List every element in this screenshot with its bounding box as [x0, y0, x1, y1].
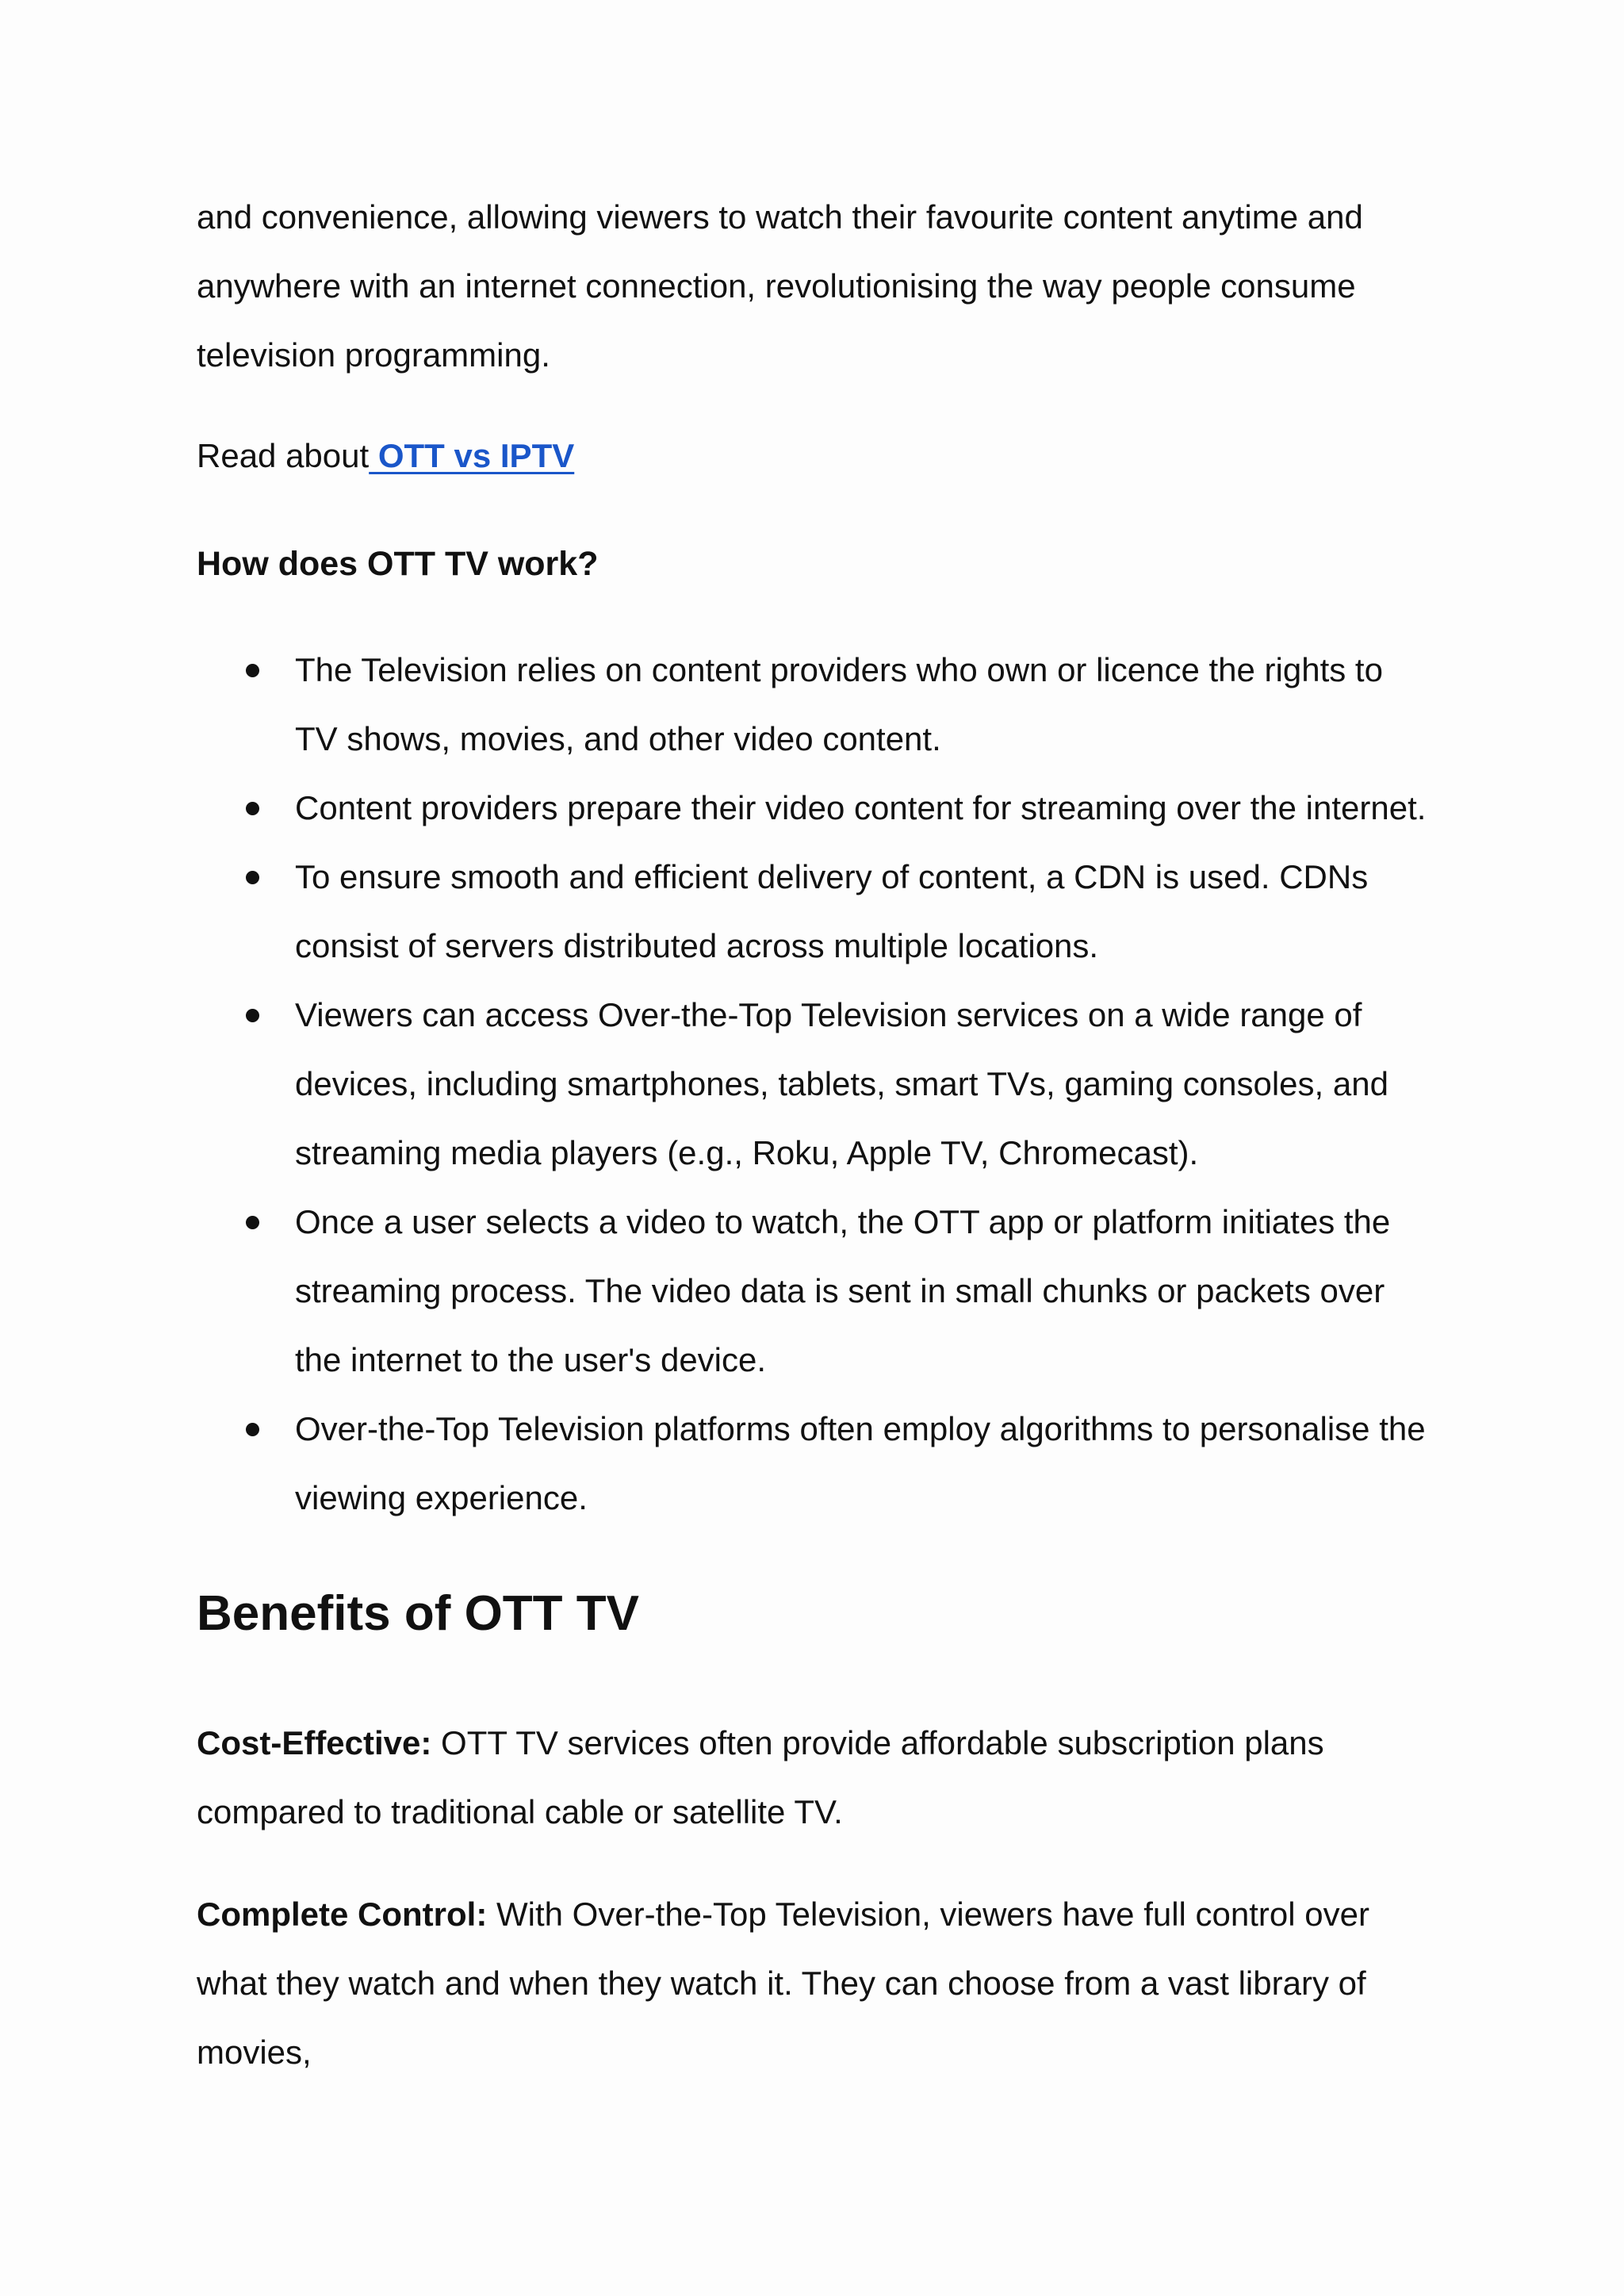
list-item-text: Over-the-Top Television platforms often employ algorithms to personalise the viewing experience.	[295, 1410, 1426, 1516]
list-item-text: Once a user selects a video to watch, the OTT app or platform initiates the streaming process. The video data is sent in small chunks or packets over the internet to the user's device.	[295, 1203, 1391, 1378]
list-item	[197, 842, 1434, 980]
bullet-icon	[246, 664, 259, 677]
intro-paragraph: and convenience, allowing viewers to watch their favourite content anytime and anywhere with an internet connection, revolutionising the way people consume television programming.	[197, 198, 1363, 374]
list-item	[197, 773, 1434, 842]
benefits-heading: Benefits of OTT TV	[197, 1586, 639, 1641]
list-item-text: The Television relies on content providers who own or licence the rights to TV shows, movies, and other video content.	[295, 651, 1383, 757]
read-about-line	[197, 421, 1434, 490]
how-it-works-list	[197, 635, 1434, 1532]
list-item-text: Viewers can access Over-the-Top Television services on a wide range of devices, including smartphones, tablets, smart TVs, gaming consoles, and streaming media players (e.g., Roku, Apple TV, Chromecast).	[295, 996, 1388, 1171]
bullet-icon	[246, 871, 259, 884]
list-item	[197, 1394, 1434, 1532]
benefit-paragraph-cost	[197, 1708, 1418, 1846]
benefit-label: Cost-Effective:	[197, 1724, 432, 1761]
ott-vs-iptv-link[interactable]: OTT vs IPTV	[369, 437, 575, 474]
list-item-text: Content providers prepare their video content for streaming over the internet.	[295, 789, 1427, 826]
bullet-icon	[246, 802, 259, 815]
list-item-text: To ensure smooth and efficient delivery of content, a CDN is used. CDNs consist of servers distributed across multiple locations.	[295, 858, 1369, 964]
bullet-icon	[246, 1423, 259, 1436]
benefit-paragraph-control	[197, 1880, 1434, 2087]
list-item	[197, 980, 1434, 1187]
how-ott-works-heading: How does OTT TV work?	[197, 545, 599, 583]
benefit-text: With Over-the-Top Television, viewers have full control over what they watch and when they watch it. They can choose from a vast library of movies,	[197, 1895, 1369, 2071]
bullet-icon	[246, 1216, 259, 1229]
list-item	[197, 1187, 1434, 1394]
read-about-prefix: Read about	[197, 437, 370, 474]
list-item	[197, 635, 1434, 773]
bullet-icon	[246, 1009, 259, 1022]
benefit-label: Complete Control:	[197, 1895, 488, 1933]
benefit-text: OTT TV services often provide affordable subscription plans compared to traditional cable or satellite TV.	[197, 1724, 1324, 1830]
